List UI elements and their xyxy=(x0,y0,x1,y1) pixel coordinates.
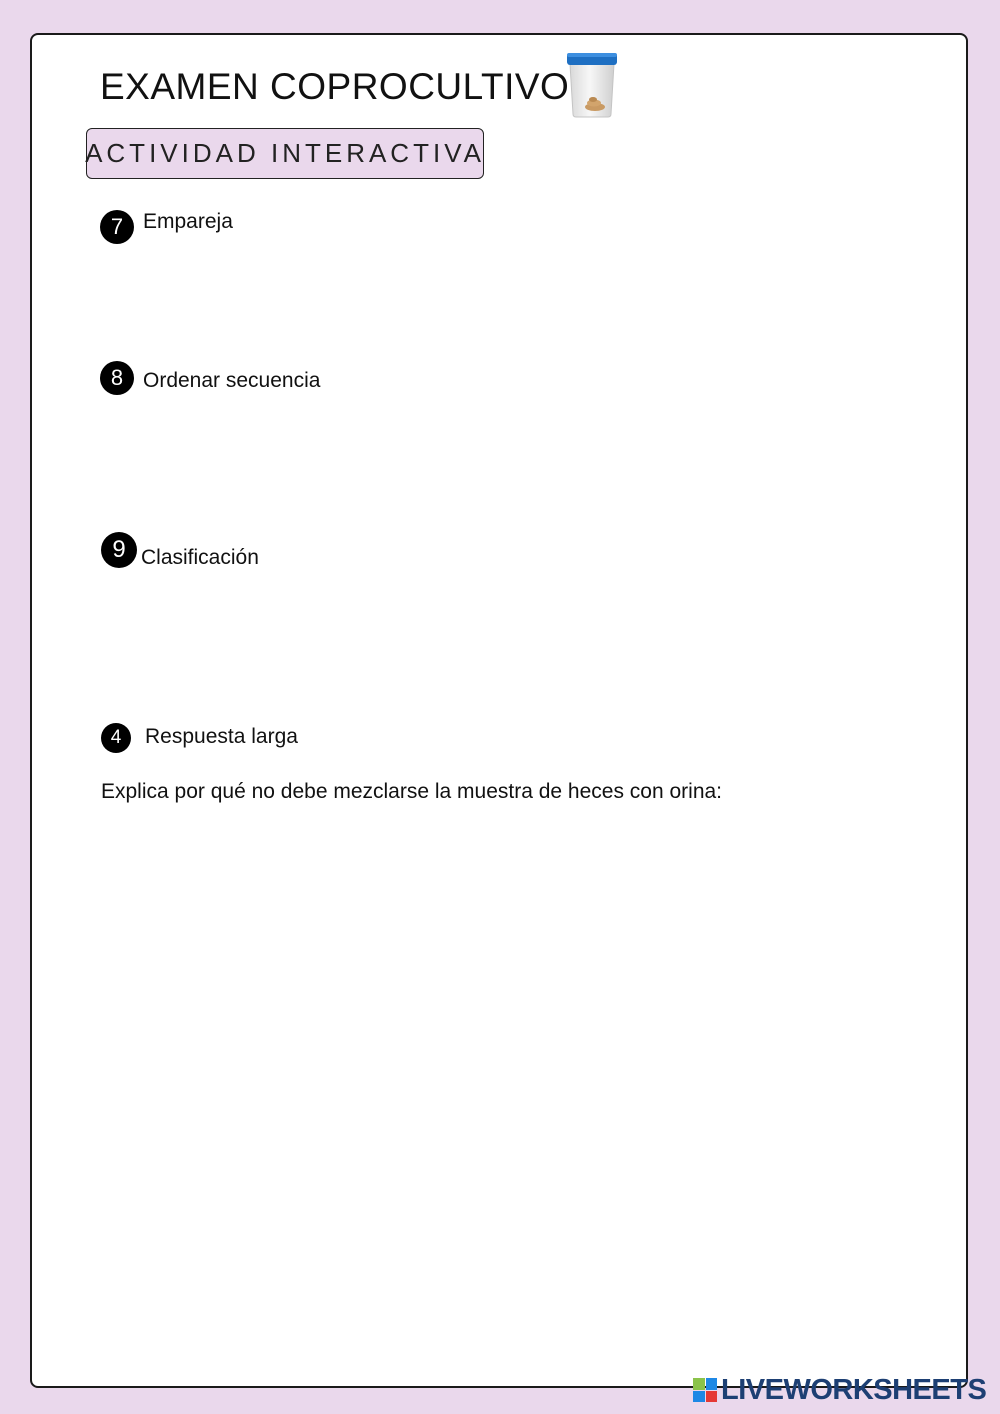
section-8-number: 8 xyxy=(100,361,134,395)
long-answer-prompt: Explica por qué no debe mezclarse la muestra de heces con orina: xyxy=(101,780,723,803)
section-7-label: Empareja xyxy=(143,210,233,233)
section-4-label: Respuesta larga xyxy=(145,725,298,748)
section-4-number: 4 xyxy=(101,723,131,753)
activity-badge-label: ACTIVIDAD INTERACTIVA xyxy=(85,138,485,168)
worksheet-page xyxy=(30,33,968,1388)
liveworksheets-logo-icon xyxy=(693,1378,717,1402)
activity-badge xyxy=(86,128,484,179)
section-9-number: 9 xyxy=(101,532,137,568)
section-9-label: Clasificación xyxy=(141,546,259,569)
liveworksheets-branding[interactable] xyxy=(693,1375,986,1405)
section-8-label: Ordenar secuencia xyxy=(143,369,321,392)
page-title: EXAMEN COPROCULTIVO xyxy=(100,66,570,107)
specimen-cup-icon xyxy=(564,50,620,118)
liveworksheets-wordmark: LIVEWORKSHEETS xyxy=(721,1373,987,1406)
section-7-number: 7 xyxy=(100,210,134,244)
